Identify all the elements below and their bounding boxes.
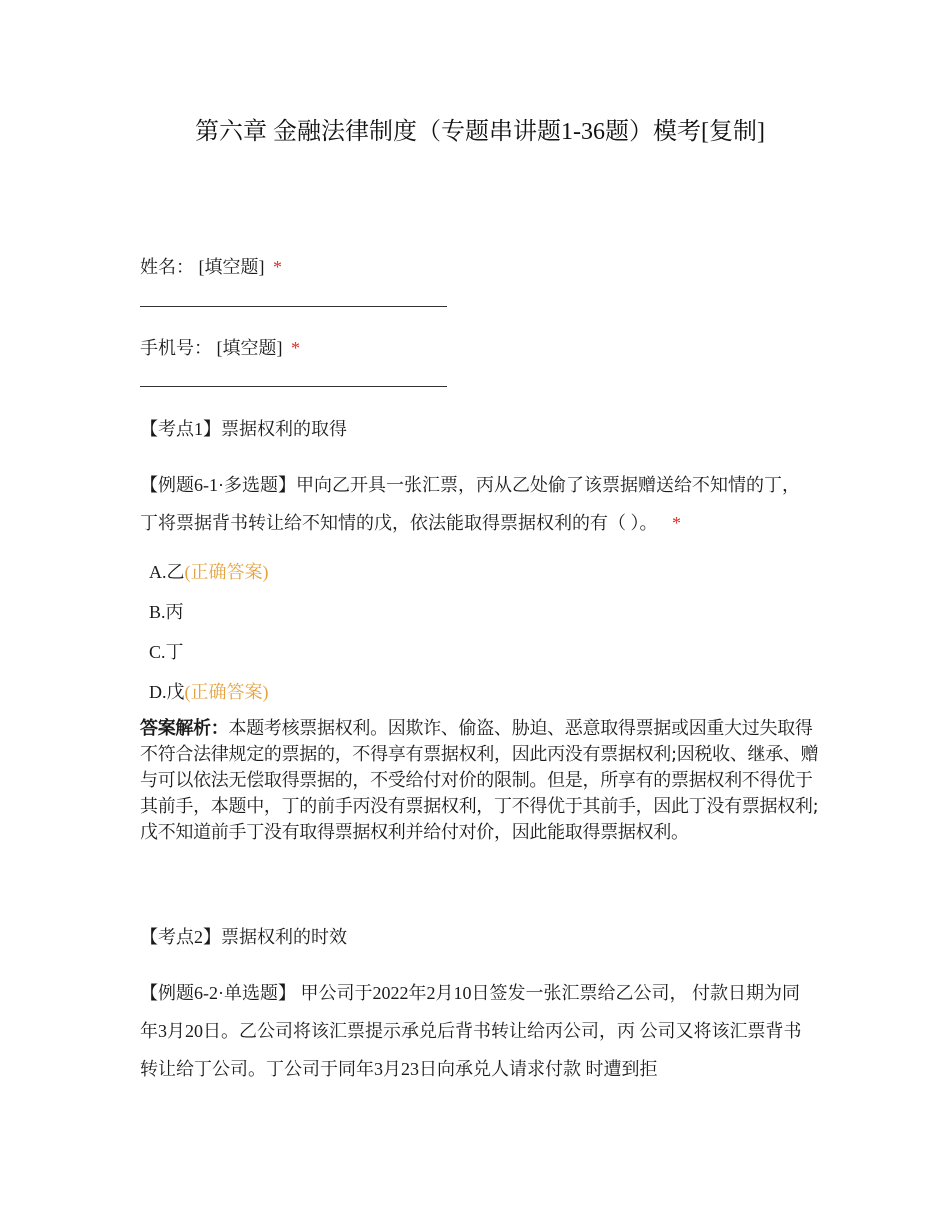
required-marker: * [672,513,681,533]
section-heading-1: 【考点1】票据权利的取得 [140,419,347,439]
question-1-text [140,466,810,542]
option-b-label: B.丙 [149,602,184,622]
answer-analysis [140,716,820,846]
option-d-label: D.戊 [149,682,185,702]
phone-label: 手机号： [140,338,212,358]
name-type: [填空题] [198,257,265,277]
analysis-label: 答案解析： [140,718,229,739]
option-c-label: C.丁 [149,642,184,662]
correct-answer-tag: (正确答案) [184,682,269,702]
name-label: 姓名： [140,257,194,277]
name-input[interactable] [140,306,447,307]
correct-answer-tag: (正确答案) [184,562,269,582]
required-marker: * [291,338,300,358]
name-question [140,253,282,279]
option-a-label: A.乙 [149,562,185,582]
phone-type: [填空题] [216,338,283,358]
option-c[interactable] [149,638,184,664]
phone-question [140,334,300,360]
required-marker: * [273,257,282,277]
question-2-text: 【例题6-2·单选题】 甲公司于2022年2月10日签发一张汇票给乙公司， 付款日期为同年3月20日。乙公司将该汇票提示承兑后背书转让给丙公司，丙 公司又将该汇票背书转让给丁公司。丁公司于同年3月23日向承兑人请求付款 时遭到拒 [140,983,802,1079]
phone-input[interactable] [140,386,447,387]
page-title: 第六章 金融法律制度（专题串讲题1-36题）模考[复制] [195,119,765,145]
option-a[interactable] [149,558,269,584]
question-1-stem: 【例题6-1·多选题】甲向乙开具一张汇票，丙从乙处偷了该票据赠送给不知情的丁，丁将票据背书转让给不知情的戊，依法能取得票据权利的有（ ）。 [140,475,800,533]
analysis-text: 本题考核票据权利。因欺诈、偷盗、胁迫、恶意取得票据或因重大过失取得不符合法律规定的票据的，不得享有票据权利，因此丙没有票据权利;因税收、继承、赠与可以依法无偿取得票据的，不受给付对价的限制。但是，所享有的票据权利不得优于其前手，本题中，丁的前手丙没有票据权利，丁不得优于其前手，因此丁没有票据权利;戊不知道前手丁没有取得票据权利并给付对价，因此能取得票据权利。 [140,718,819,843]
option-b[interactable] [149,598,184,624]
option-d[interactable] [149,678,269,704]
section-heading-2: 【考点2】票据权利的时效 [140,927,347,947]
